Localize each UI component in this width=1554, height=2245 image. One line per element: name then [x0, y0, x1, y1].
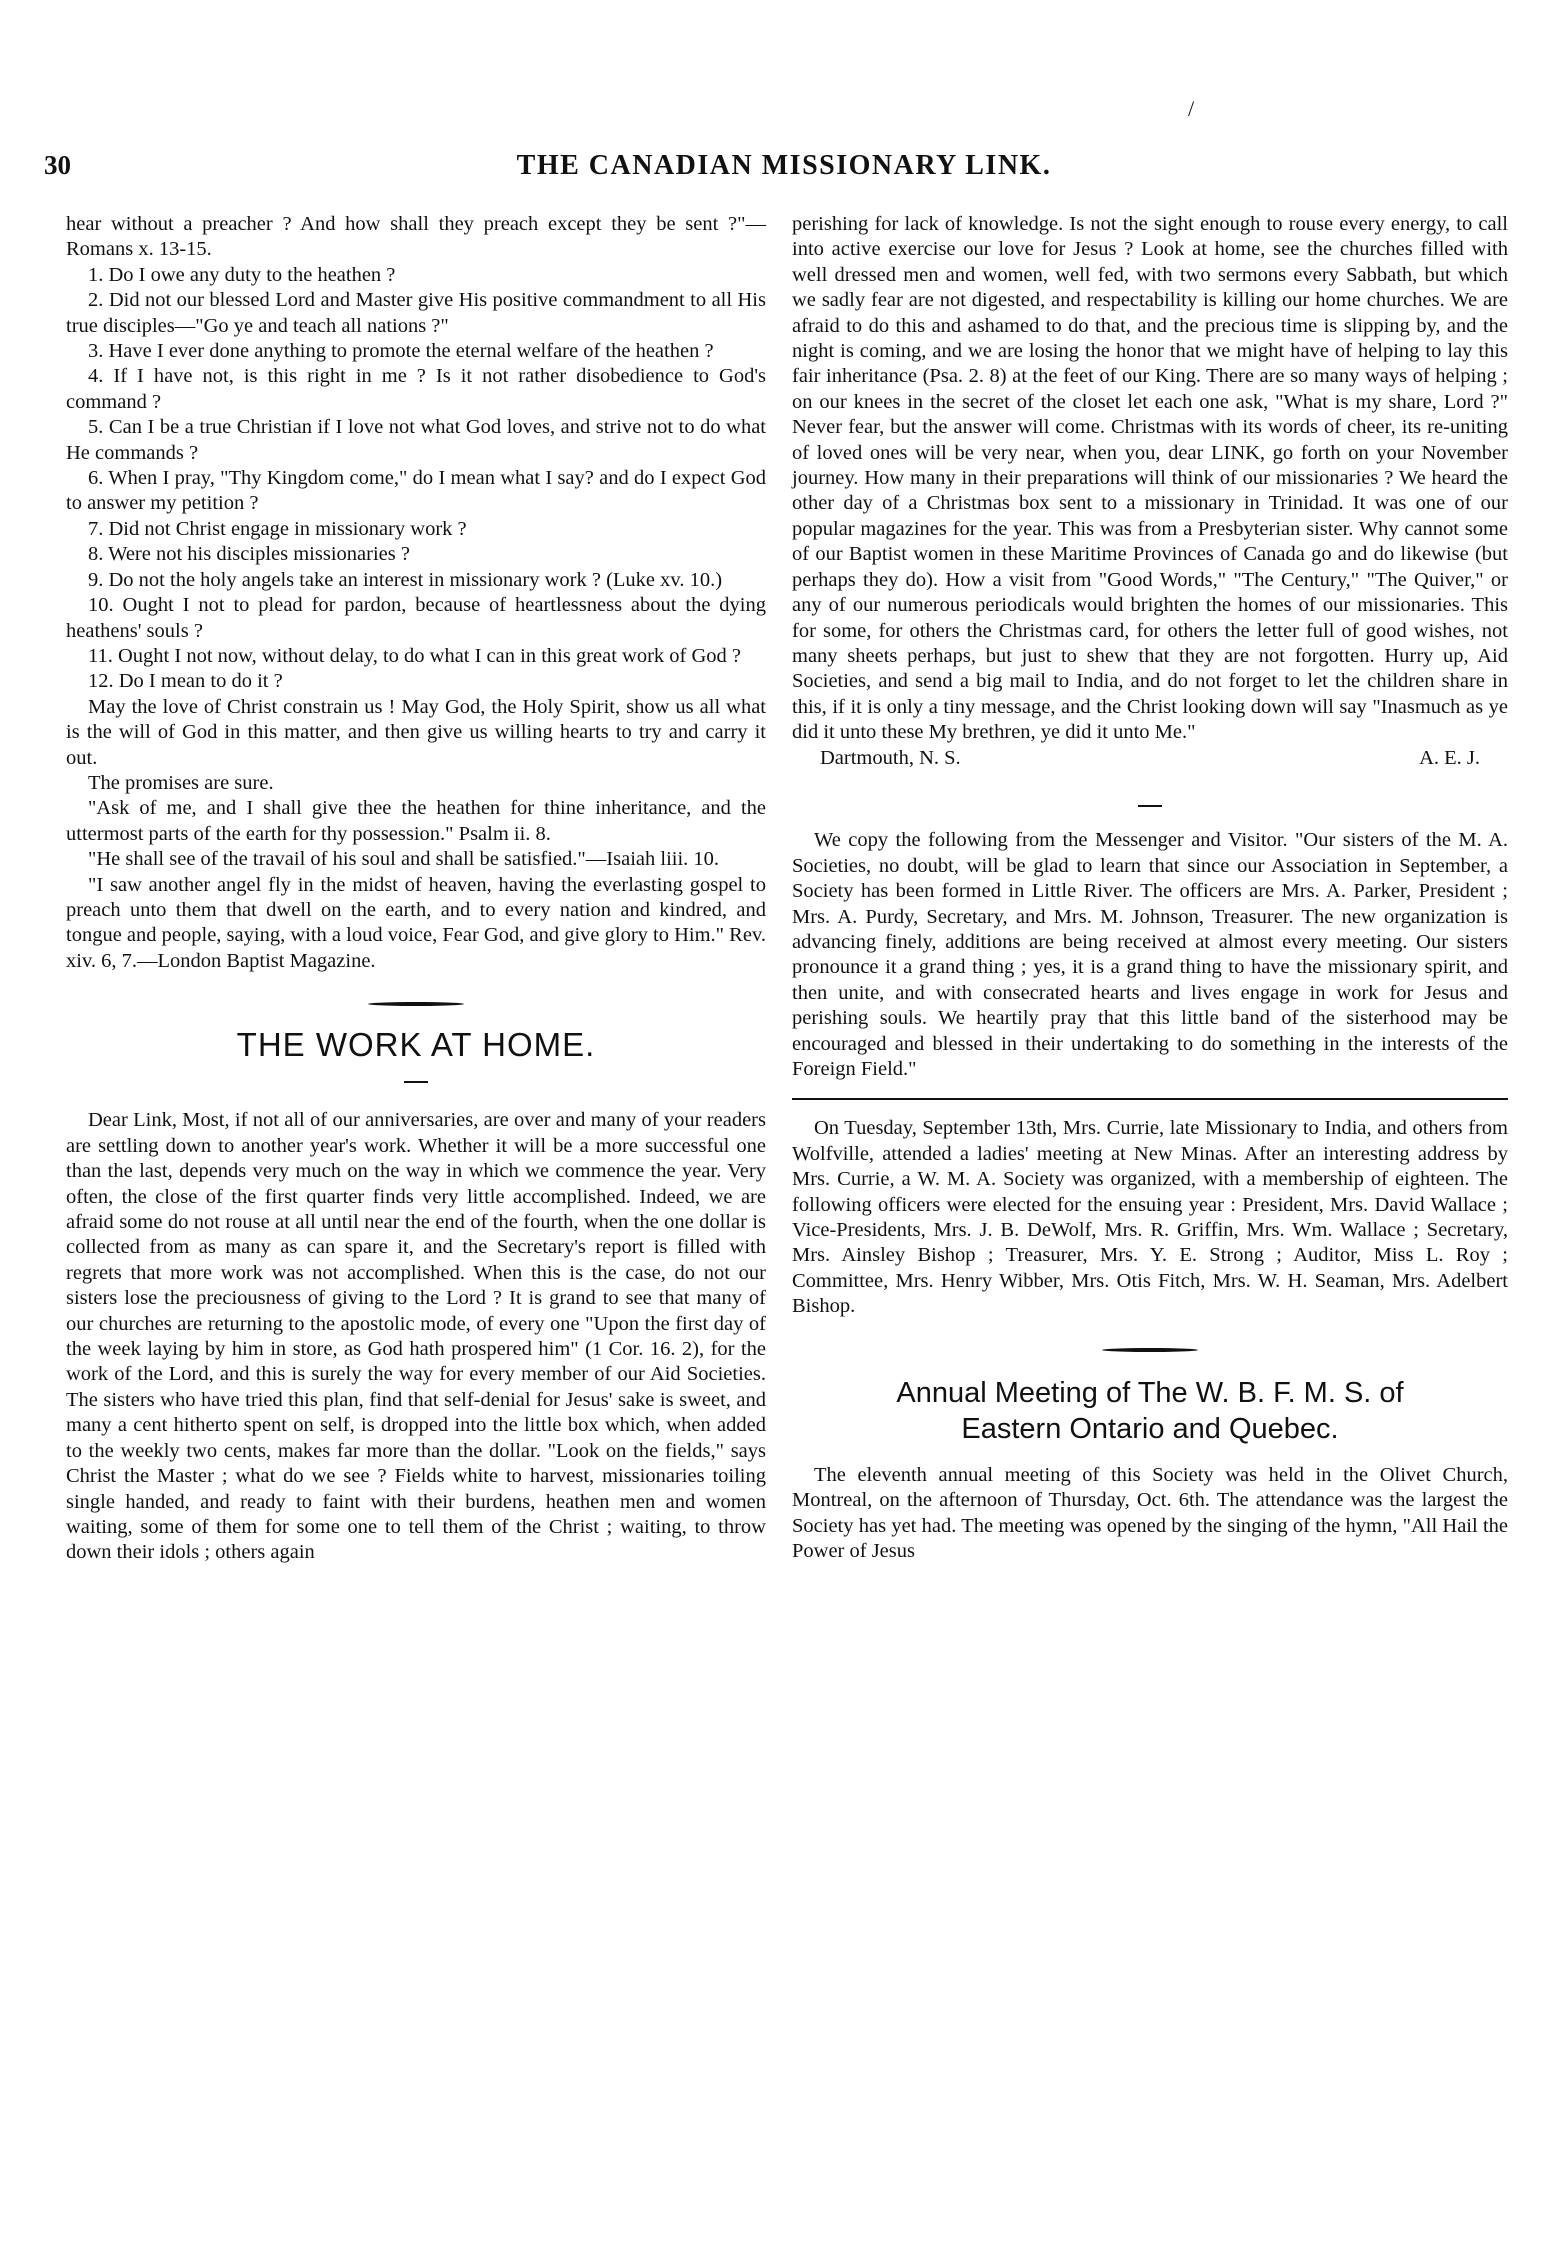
section-heading-work-at-home: THE WORK AT HOME. [236, 1025, 596, 1063]
page-number: 30 [44, 150, 71, 180]
column-rule [792, 1098, 1508, 1100]
annual-meeting-body: The eleventh annual meeting of this Society was held in the Olivet Church, Montreal, on the afternoon of Thursday, Oct. 6th. The attendance was the largest the Society has yet had. The meeting was opened by the singing of the hymn, "All Hail the Power of Jesus [792, 1464, 1508, 1563]
question-item: 7. Did not Christ engage in missionary work ? [88, 517, 467, 540]
question-item: 12. Do I mean to do it ? [88, 670, 283, 693]
right-column [792, 212, 1508, 1565]
question-item: 4. If I have not, is this right in me ? Is it not rather disobedience to God's command ? [66, 365, 766, 413]
work-at-home-continuation: perishing for lack of knowledge. Is not the sight enough to rouse every energy, to call into active exercise our love for Jesus ? Look at home, see the churches filled with well dressed men and women, well fed, with two sermons every Sabbath, but which we sadly fear are not digested, and respectability is killing our home churches. We are afraid to do this and ashamed to do that, and the precious time is slipping by, and the night is coming, and we are losing the honor that we might have of helping to lay this fair inheritance (Psa. 2. 8) at the feet of our King. There are so many ways of helping ; on our knees in the secret of the closet let each one ask, "What is my share, Lord ?" Never fear, but the answer will come. Christmas with its words of cheer, its re-uniting of loved ones will be very near, when you, dear LINK, go forth on your November journey. How many in their preparations will think of our missionaries ? We heard the other day of a Christmas box sent to a missionary in Trinidad. It was one of our popular magazines for the year. This was from a Presbyterian sister. Why cannot some of our Baptist women in these Maritime Provinces of Canada go and do likewise (but perhaps they do). How a visit from "Good Words," "The Century," "The Quiver," or any of our numerous periodicals would brighten the homes of our missionaries. This for some, for others the Christmas card, for others the letter full of good wishes, not many sheets perhaps, but just to shew that they are not forgotten. Hurry up, Aid Societies, and send a big mail to India, and do not forget to let the children share in this, if it is only a tiny message, and the Christ looking down will say "Inasmuch as ye did it unto these My brethren, ye did it unto Me." [792, 213, 1508, 744]
annual-title-line-2: Eastern Ontario and Quebec. [961, 1413, 1339, 1446]
letter-signature [792, 746, 1508, 771]
exhortation-paragraph: May the love of Christ constrain us ! May God, the Holy Spirit, show us all what is the will of God in this matter, and then give us willing hearts to try and carry it out. [66, 695, 766, 769]
question-item: 5. Can I be a true Christian if I love not what God loves, and strive not to do what He commands ? [66, 416, 766, 464]
messenger-visitor-extract: We copy the following from the Messenger and Visitor. "Our sisters of the M. A. Societies, no doubt, will be glad to learn that since our Association in September, a Society has been formed in Little River. The officers are Mrs. A. Parker, President ; Mrs. A. Purdy, Secretary, and Mrs. M. Johnson, Treasurer. The new organization is advancing finely, additions are being received at almost every meeting. Our sisters pronounce it a grand thing ; yes, it is a grand thing to have the missionary spirit, and then unite, and with consecrated hearts and lives engage in work for Jesus and perishing souls. We heartily pray that this little band of the sisterhood may be encouraged and blessed in their undertaking to do something in the interests of the Foreign Field." [792, 829, 1508, 1080]
question-item: 10. Ought I not to plead for pardon, because of heartlessness about the dying heathens' souls ? [66, 594, 766, 642]
short-rule [66, 1065, 766, 1090]
promises-intro: The promises are sure. [88, 771, 274, 794]
scripture-continuation: hear without a preacher ? And how shall they preach except they be sent ?"—Romans x. 13-15. [66, 213, 766, 261]
signature-place: Dartmouth, N. S. [820, 746, 961, 769]
section-heading-annual-meeting [792, 1375, 1508, 1447]
question-item: 9. Do not the holy angels take an interest in missionary work ? (Luke xv. 10.) [88, 568, 723, 591]
question-item: 6. When I pray, "Thy Kingdom come," do I mean what I say? and do I expect God to answer my petition ? [66, 467, 766, 515]
wolfville-notice: On Tuesday, September 13th, Mrs. Currie, late Missionary to India, and others from Wolfville, attended a ladies' meeting at New Minas. After an interesting address by Mrs. Currie, a W. M. A. Society was organized, with a membership of eighteen. The following officers were elected for the ensuing year : President, Mrs. David Wallace ; Vice-Presidents, Mrs. J. B. DeWolf, Mrs. R. Griffin, Mrs. Wm. Wallace ; Secretary, Mrs. Ainsley Bishop ; Treasurer, Mrs. Y. E. Strong ; Auditor, Miss L. Roy ; Committee, Mrs. Henry Wibber, Mrs. Otis Fitch, Mrs. W. H. Seaman, Mrs. Adelbert Bishop. [792, 1117, 1508, 1318]
journal-title: THE CANADIAN MISSIONARY LINK. [516, 150, 1052, 181]
question-item: 11. Ought I not now, without delay, to do what I can in this great work of God ? [88, 644, 742, 667]
promise-quote: "Ask of me, and I shall give thee the heathen for thine inheritance, and the uttermost parts of the earth for thy possession." Psalm ii. 8. [66, 797, 766, 845]
question-item: 8. Were not his disciples missionaries ? [88, 543, 410, 566]
ornamental-divider [66, 988, 766, 1013]
stray-mark: / [1188, 96, 1195, 121]
annual-title-line-1: Annual Meeting of The W. B. F. M. S. of [896, 1377, 1404, 1410]
promise-quote: "He shall see of the travail of his soul and shall be satisfied."—Isaiah liii. 10. [88, 848, 720, 871]
question-item: 3. Have I ever done anything to promote the eternal welfare of the heathen ? [88, 340, 714, 363]
question-item: 1. Do I owe any duty to the heathen ? [88, 263, 396, 286]
short-rule [792, 789, 1508, 814]
work-at-home-body: Dear Link, Most, if not all of our anniversaries, are over and many of your readers are settling down to another year's work. Whether it will be a more successful one than the last, depends very much on the way in which we commence the year. Very often, the close of the first quarter finds very little accomplished. Indeed, we are afraid some do not rouse at all until near the end of the fourth, when the one dollar is collected from as many as can spare it, and the Secretary's report is filled with regrets that more work was not accomplished. When this is the case, do not our sisters lose the preciousness of giving to the Lord ? It is grand to see that many of our churches are returning to the apostolic mode, of every one "Upon the first day of the week laying by him in store, as God hath prospered him" (1 Cor. 16. 2), for the work of the Lord, and this is surely the way for every member of our Aid Societies. The sisters who have tried this plan, find that self-denial for Jesus' sake is sweet, and many a cent hitherto spent on self, is dropped into the little box which, when added to the weekly two cents, makes far more than the dollar. "Look on the fields," says Christ the Master ; what do we see ? Fields white to harvest, missionaries toiling single handed, and ready to faint with their burdens, heathen men and women waiting, some of them for some one to tell them of the Christ ; waiting, to throw down their idols ; others again [66, 1109, 766, 1564]
page-header [44, 150, 1524, 186]
ornamental-divider [792, 1334, 1508, 1359]
left-column [66, 212, 766, 1566]
question-item: 2. Did not our blessed Lord and Master give His positive commandment to all His true disciples—"Go ye and teach all nations ?" [66, 289, 766, 337]
signature-initials: A. E. J. [1419, 746, 1480, 769]
promise-quote: "I saw another angel fly in the midst of heaven, having the everlasting gospel to preach unto them that dwell on the earth, and to every nation and kindred, and tongue and people, saying, with a loud voice, Fear God, and give glory to Him." Rev. xiv. 6, 7.—London Baptist Magazine. [66, 873, 766, 972]
